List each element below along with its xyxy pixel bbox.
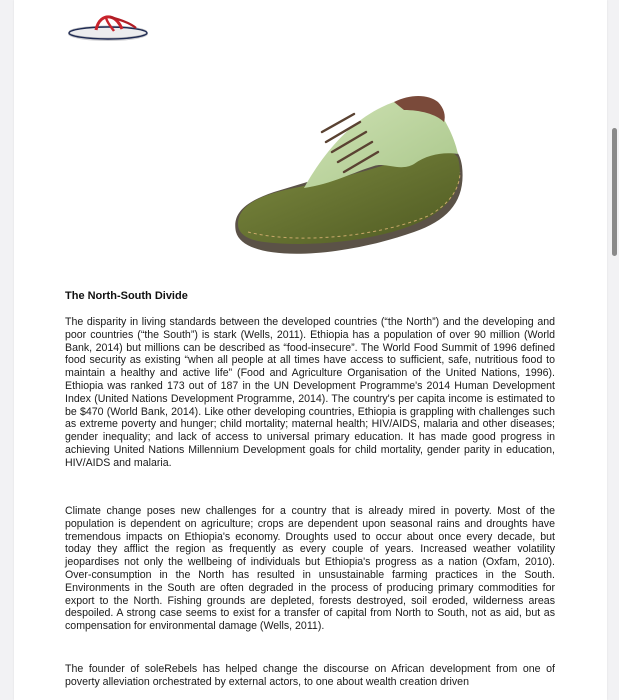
paragraph-2: Climate change poses new challenges for a country that is already mired in poverty. Most of the population is dependent on agriculture; crops are dependent upon seasonal rains and droughts have tremendous impacts on Ethiopia's economy. Droughts used to occur about once every decade, but today they afflict the region as frequently as every couple of years. Increased weather volatility jeopardises not only the wellbeing of individuals but Ethiopia's progress as a nation (Oxfam, 2010). Over-consumption in the North has resulted in unsustainable farming practices in the South. Environments in the South are often degraded in the process of producing primary commodities for export to the North. Fishing grounds are depleted, forests destroyed, soil eroded, wilderness areas despoiled. A strong case seems to exist for a transfer of capital from North to South, not as aid, but as compensation for environmental damage (Wells, 2011). [65, 505, 555, 633]
paragraph-1: The disparity in living standards between the developed countries (“the North”) and the developing and poor countries (“the South”) is stark (Wells, 2011). Ethiopia has a population of over 90 million (World Bank, 2014) but millions can be described as “food-insecure”. The World Food Summit of 1996 defined food security as existing “when all people at all times have access to sufficient, safe, nutritious food to maintain a healthy and active life” (Food and Agriculture Organisation of the United Nations, 1996). Ethiopia was ranked 173 out of 187 in the UN Development Programme's 2014 Human Development Index (United Nations Development Programme, 2014). The country's per capita income is estimated to be $470 (World Bank, 2014). Like other developing countries, Ethiopia is grappling with challenges such as extreme poverty and hunger; child mortality; maternal health; HIV/AIDS, malaria and other diseases; gender inequality; and lack of access to universal primary education. It has made good progress in achieving United Nations Millennium Development goals for child mortality, gender parity in education, HIV/AIDS and malaria. [65, 316, 555, 469]
flip-flop-image [66, 8, 150, 44]
section-heading: The North-South Divide [65, 290, 188, 302]
shoe-image [214, 92, 474, 264]
scrollbar-thumb[interactable] [612, 128, 617, 256]
paragraph-3: The founder of soleRebels has helped change the discourse on African development from one of poverty alleviation orchestrated by external actors, to one about wealth creation driven [65, 663, 555, 688]
document-page [14, 0, 607, 700]
